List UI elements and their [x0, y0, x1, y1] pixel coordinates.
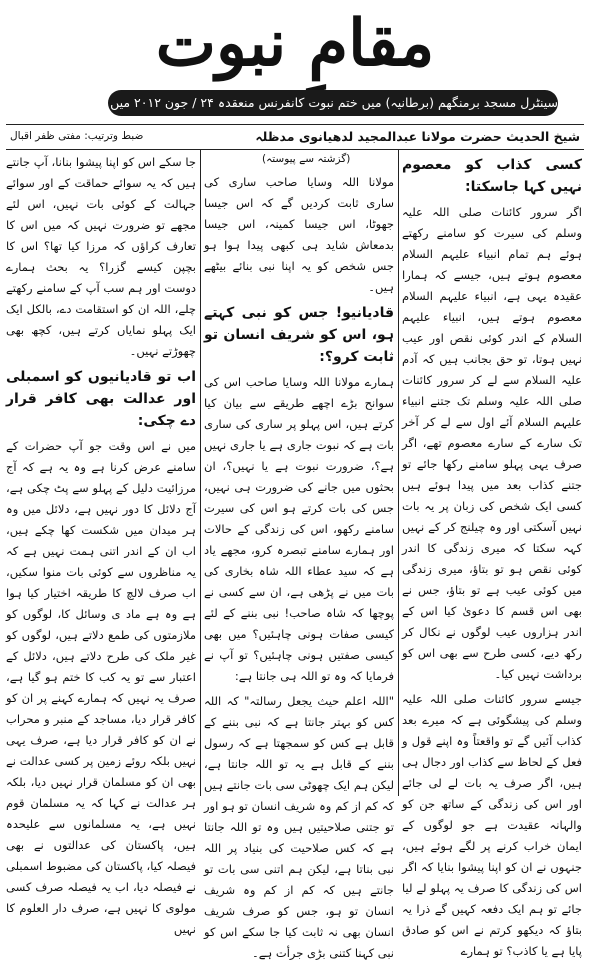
- paragraph: ہمارے مولانا اللہ وسایا صاحب اس کی سوانح بڑے اچھے طریقے سے بیان کیا کرتے ہیں، اس پہلو پر ساری کی ساری بات ہے کہ نبوت جاری ہے یا جاری نہیں ہے؟، ضرورت نبوت ہے یا نہیں؟، ان بحثوں میں جانے کی ضرورت ہی نہیں، جس کی بات کرتے ہو اس کی سیرت سامنے رکھو، اس کی زندگی کے حالات اور ہمارے سامنے تبصرہ کرو، مجھے یاد ہے کہ سید عطاء اللہ شاہ بخاری کی بات میں نے پڑھی ہے، ان سے کسی نے پوچھا کہ شاہ صاحب! نبی بننے کے لئے کیسی صفات ہونی چاہئیں؟ میں بھی کیسی صفتیں ہونی چاہئیں؟ تو آپ نے فرمایا کہ وہ تو اللہ ہی جانتا ہے:: [204, 375, 394, 683]
- continuation-note: (گزشتہ سے پیوستہ): [262, 153, 351, 165]
- column-divider: [398, 150, 399, 796]
- section-heading: کسی کذاب کو معصوم نہیں کہا جاسکتا:: [402, 157, 582, 195]
- paragraph: میں نے اس وقت جو آپ حضرات کے سامنے عرض کرنا ہے وہ یہ ہے کہ آج مرزائیت دلیل کے پہلو سے پٹ چکی ہے، آج دلائل کا دور نہیں ہے، دلائل میں وہ ہر میدان میں شکست کھا چکے ہیں، اب ان کے اندر اتنی ہمت نہیں ہے کہ یہ مناظروں سے کوئی بات منوا سکیں، اب صرف لالچ کا طریقہ اختیار کیا ہوا ہے وہ ہے ماد ی وسائل کا، لوگوں کو ملازمتوں کی طمع دلاتے ہیں، لوگوں کو غیر ملک کی طرح دلاتے ہیں، دلائل کے اعتبار سے تو یہ کب کا ختم ہو گیا ہے، صرف یہ نہیں کہ ہمارے کہنے پر ان کو کافر قرار دیا، مساجد کے منبر و محراب نے ان کو کافر قرار دیا ہے، صرف یہی نہیں بلکہ روئے زمین پر کسی عدالت نے بھی ان کو مسلمان قرار نہیں دیا، بلکہ ہر عدالت نے کہا کہ یہ مسلمان قوم نہیں ہے، یہ مسلمانوں سے علیحدہ ہیں، پاکستان کی عدالتوں نے بھی فیصلہ کیا، پاکستان کی مضبوط اسمبلی نے فیصلہ دیا، اب یہ فیصلہ صرف کسی مولوی کا نہیں ہے، صرف دار العلوم کا نہیں: [6, 439, 196, 936]
- event-banner: سینٹرل مسجد برمنگھم (برطانیہ) میں ختم نبوت کانفرنس منعقدہ ۲۴ / جون ۲۰۱۲ میں خطاب: [108, 90, 558, 116]
- compiler-credit: ضبط وترتیب: مفتی ظفر اقبال: [10, 130, 144, 142]
- page-title: مقامِ نبوت: [155, 6, 435, 81]
- paragraph: جا سکے اس کو اپنا پیشوا بنانا، آپ جانتے ہیں کہ یہ سوائے حماقت کے اور سوائے جہالت کے کوئی بات نہیں، اس لئے مجھے تو ضرورت نہیں کہ میں اس کا تعارف کراؤں کہ مرزا کیا تھا؟ اس کا بچپن کیسے گزرا؟ یہ بحث ہمارے دوست اور ہم سب آپ کے سامنے رکھتے چلے، اللہ ان کو استقامت دے، بالکل ایک ایک پہلو نمایاں کرتے ہیں، کچھ بھی چھوڑتے نہیں۔: [6, 155, 196, 358]
- article-column-1: [402, 152, 582, 958]
- paragraph: "اللہ اعلم حیث یجعل رسالتہ" کہ اللہ کس کو بہتر جانتا ہے کہ نبی بننے کے قابل ہے کس کو سمجھتا ہے کہ رسول بننے کے قابل ہے یہ تو اللہ جانتا ہے، لیکن ہم ایک چھوٹی سی بات جانتے ہیں کہ کم از کم وہ شریف انسان تو ہو اور تو جتنی صلاحیتیں ہیں وہ تو اللہ جانتا ہے کہ کس صلاحیت کی بنیاد پر اللہ نبی بناتا ہے، لیکن ہم اتنی سی بات تو جانتے ہیں کہ کم از کم وہ شریف انسان تو ہو، جس کو صرف شریف انسان بھی نہ ثابت کیا جا سکے اس کو نبی کہنا کتنی بڑی جرأت ہے۔: [204, 694, 394, 960]
- article-column-2: [204, 152, 394, 960]
- author-name: شیخ الحدیث حضرت مولانا عبدالمجید لدھیانوی مدظلہ: [255, 129, 580, 144]
- section-heading: اب تو قادیانیوں کو اسمبلی اور عدالت بھی کافر قرار دے چکی:: [6, 369, 196, 429]
- column-divider: [200, 150, 201, 796]
- section-heading: قادیانیو! جس کو نبی کہتے ہو، اس کو شریف انسان تو ثابت کرو؟:: [204, 305, 394, 365]
- byline-bar: [6, 124, 584, 150]
- paragraph: مولانا اللہ وسایا صاحب ساری کی ساری ثابت کردیں گے کہ اس جیسا جھوٹا، اس جیسا کمینہ، اس جیسا بدمعاش شاید ہی کبھی پیدا ہوا ہو جس شخص کو یہ اپنا نبی بنائے بیٹھے ہیں۔: [204, 175, 394, 294]
- column-spacer: [204, 152, 394, 172]
- paragraph: اگر سرور کائنات صلی اللہ علیہ وسلم کی سیرت کو سامنے رکھتے ہوئے ہم تمام انبیاء علیہم السلام معصوم ہوتے ہیں، جیسے کہ ہمارا عقیدہ یہی ہے، انبیاء علیہم السلام معصوم ہوتے ہیں، انبیاء علیہم السلام کے اندر کوئی نقص اور عیب نہیں ہوتا، تو حق بجانب ہیں کہ آدم علیہ السلام سے لے کر سرور کائنات صلی اللہ علیہ وسلم تک جتنے انبیاء علیہم السلام آئے اول سے لے کر آخر تک سارے کے سارے معصوم تھے، اگر صرف یہی پہلو سامنے رکھا جائے تو جتنے کذاب بعد میں پیدا ہوئے ہیں کسی ایک شخص کی زبان پر یہ بات نہیں آسکتی اور وہ چیلنج کر کے نہیں کہہ سکتا کہ میری زندگی کا اندر کوئی نقص ہو تو بتاؤ، میری زندگی میں کوئی عیب ہے تو بتاؤ، جس نے بھی اس قسم کا دعویٰ کیا اس کے اندر ہزاروں عیب لوگوں نے نکال کر رکھ دیے، کسی طرح سے بھی اس کو برداشت نہیں کیا۔: [402, 205, 582, 681]
- article-column-3: [6, 152, 196, 936]
- paragraph: جیسے سرور کائنات صلی اللہ علیہ وسلم کی پیشگوئی ہے کہ میرے بعد کذاب آئیں گے تو واقعتاً وہ اپنے قول و فعل کے لحاظ سے کذاب اور دجال ہی ہیں، اگر صرف یہ بات لے لی جائے اور اس کی زندگی کے ساتھ جن کو والہانہ عقیدت ہے جو لوگوں کے ایمان خراب کرنے پر لگے ہوئے ہیں، جنہوں نے ان کو اپنا پیشوا بنایا کہ اگر اس کی زندگی کا صرف یہ پہلو لے لیا جائے تو ہم ایک دفعہ کہیں گے ذرا یہ بتاؤ کہ دیکھو کرتم نے اس کو صادق پایا ہے یا کاذب؟ تو ہمارے: [402, 692, 582, 958]
